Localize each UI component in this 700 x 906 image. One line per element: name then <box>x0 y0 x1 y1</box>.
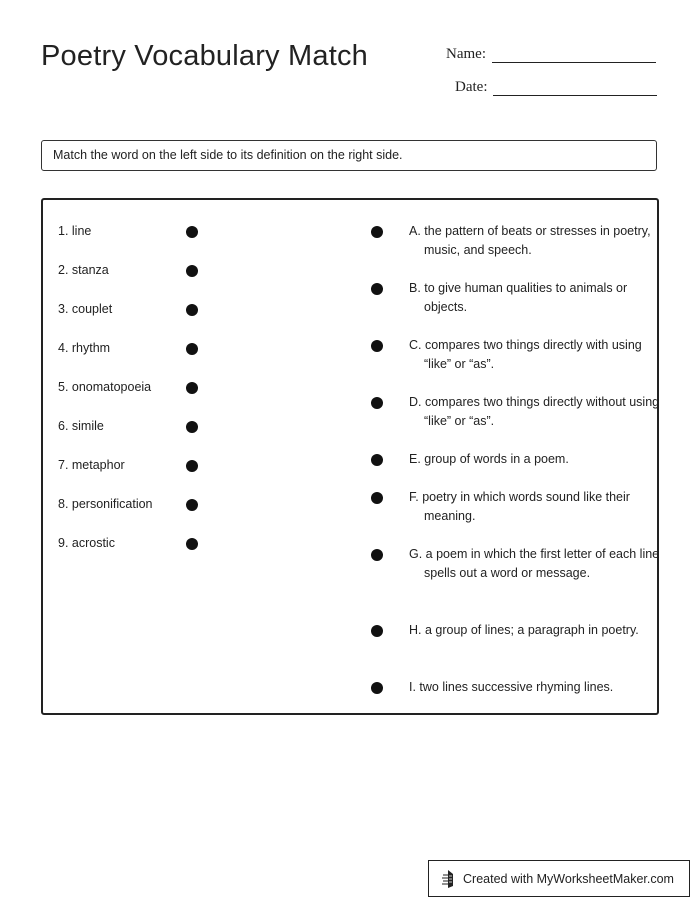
term-item: 2. stanza <box>58 263 109 277</box>
term-item: 3. couplet <box>58 302 113 316</box>
definition-item: A. the pattern of beats or stresses in poetry, music, and speech. <box>409 224 651 257</box>
name-field-row <box>446 46 656 63</box>
term-match-dot[interactable] <box>186 226 198 238</box>
term-match-dot[interactable] <box>186 304 198 316</box>
term-item: 5. onomatopoeia <box>58 380 152 394</box>
name-label: Name: <box>446 46 486 62</box>
definition-item: D. compares two things directly without using “like” or “as”. <box>409 395 660 428</box>
matching-area <box>41 198 659 715</box>
footer-text: Created with MyWorksheetMaker.com <box>463 871 674 886</box>
definition-match-dot[interactable] <box>371 454 383 466</box>
definition-match-dot[interactable] <box>371 283 383 295</box>
footer-credit[interactable] <box>428 860 690 897</box>
definition-match-dot[interactable] <box>371 226 383 238</box>
term-item: 4. rhythm <box>58 341 111 355</box>
definition-item: F. poetry in which words sound like their meaning. <box>409 490 630 523</box>
term-match-dot[interactable] <box>186 499 198 511</box>
term-match-dot[interactable] <box>186 460 198 472</box>
term-match-dot[interactable] <box>186 421 198 433</box>
definition-match-dot[interactable] <box>371 682 383 694</box>
pencil-logo-icon <box>441 869 455 889</box>
term-match-dot[interactable] <box>186 382 198 394</box>
term-match-dot[interactable] <box>186 343 198 355</box>
definition-item: H. a group of lines; a paragraph in poetry. <box>409 623 639 637</box>
definition-match-dot[interactable] <box>371 397 383 409</box>
definition-match-dot[interactable] <box>371 625 383 637</box>
definition-item: C. compares two things directly with using “like” or “as”. <box>409 338 642 371</box>
date-field-row <box>455 79 657 96</box>
term-match-dot[interactable] <box>186 265 198 277</box>
page-title: Poetry Vocabulary Match <box>41 40 368 72</box>
definition-item: B. to give human qualities to animals or objects. <box>409 281 628 314</box>
definition-match-dot[interactable] <box>371 492 383 504</box>
date-line[interactable] <box>493 79 657 96</box>
term-item: 8. personification <box>58 497 153 511</box>
definition-match-dot[interactable] <box>371 549 383 561</box>
term-item: 6. simile <box>58 419 104 433</box>
definition-match-dot[interactable] <box>371 340 383 352</box>
definition-item: G. a poem in which the first letter of each line spells out a word or message. <box>409 547 660 580</box>
term-item: 9. acrostic <box>58 536 115 550</box>
instructions-box: Match the word on the left side to its definition on the right side. <box>41 140 657 171</box>
term-item: 7. metaphor <box>58 458 125 472</box>
date-label: Date: <box>455 79 488 95</box>
name-line[interactable] <box>492 46 656 63</box>
term-match-dot[interactable] <box>186 538 198 550</box>
definition-item: E. group of words in a poem. <box>409 452 569 466</box>
definition-item: I. two lines successive rhyming lines. <box>409 680 614 694</box>
term-item: 1. line <box>58 224 92 238</box>
